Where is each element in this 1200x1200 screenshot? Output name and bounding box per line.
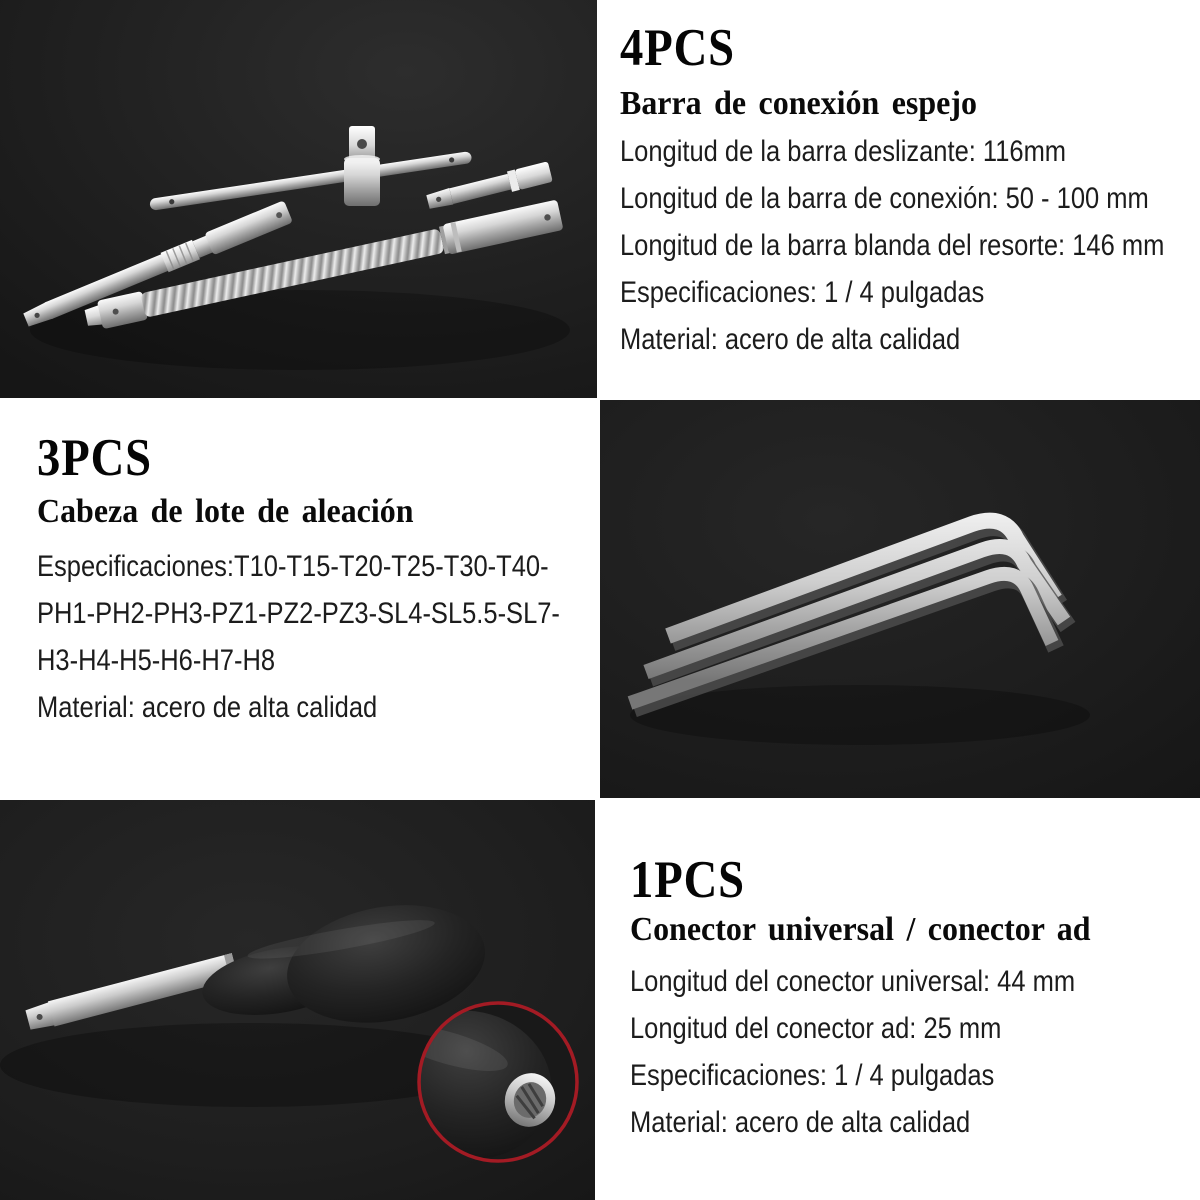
section-title: Conector universal / conector ad: [630, 911, 1091, 948]
spec-line: Especificaciones:T10-T15-T20-T25-T30-T40-: [37, 550, 549, 583]
section-title: Cabeza de lote de aleación: [37, 493, 414, 530]
photo-screwdriver: [0, 800, 595, 1200]
spec-line: Longitud del conector ad: 25 mm: [630, 1012, 1002, 1045]
spec-list: [37, 543, 652, 731]
spec-line: Longitud del conector universal: 44 mm: [630, 965, 1076, 998]
spec-line: Material: acero de alta calidad: [630, 1106, 971, 1139]
spec-line: Material: acero de alta calidad: [620, 323, 961, 356]
spec-line: H3-H4-H5-H6-H7-H8: [37, 644, 276, 677]
spec-list: [630, 958, 1154, 1146]
section-1pcs: [600, 800, 1200, 1200]
screwdriver-illustration: [0, 800, 595, 1200]
slide-adapter: [344, 126, 380, 206]
spec-line: Longitud de la barra de conexión: 50 - 100 mm: [620, 182, 1149, 215]
count-heading: 3PCS: [37, 429, 152, 487]
spec-line: Especificaciones: 1 / 4 pulgadas: [630, 1059, 995, 1092]
photo-hex-keys: [600, 400, 1200, 798]
spec-list: [620, 128, 1200, 363]
photo-extension-bars: [0, 0, 597, 398]
count-heading: 4PCS: [620, 19, 735, 77]
hex-keys-illustration: [600, 400, 1200, 798]
section-3pcs: [0, 400, 600, 800]
extension-bars-illustration: [0, 0, 597, 398]
spec-line: Longitud de la barra deslizante: 116mm: [620, 135, 1067, 168]
spec-line: Longitud de la barra blanda del resorte: 146 mm: [620, 229, 1165, 262]
section-title: Barra de conexión espejo: [620, 85, 977, 122]
spec-line: PH1-PH2-PH3-PZ1-PZ2-PZ3-SL4-SL5.5-SL7-: [37, 597, 560, 630]
count-heading: 1PCS: [630, 851, 745, 909]
section-4pcs: [600, 0, 1200, 400]
spec-line: Material: acero de alta calidad: [37, 691, 378, 724]
spec-line: Especificaciones: 1 / 4 pulgadas: [620, 276, 985, 309]
